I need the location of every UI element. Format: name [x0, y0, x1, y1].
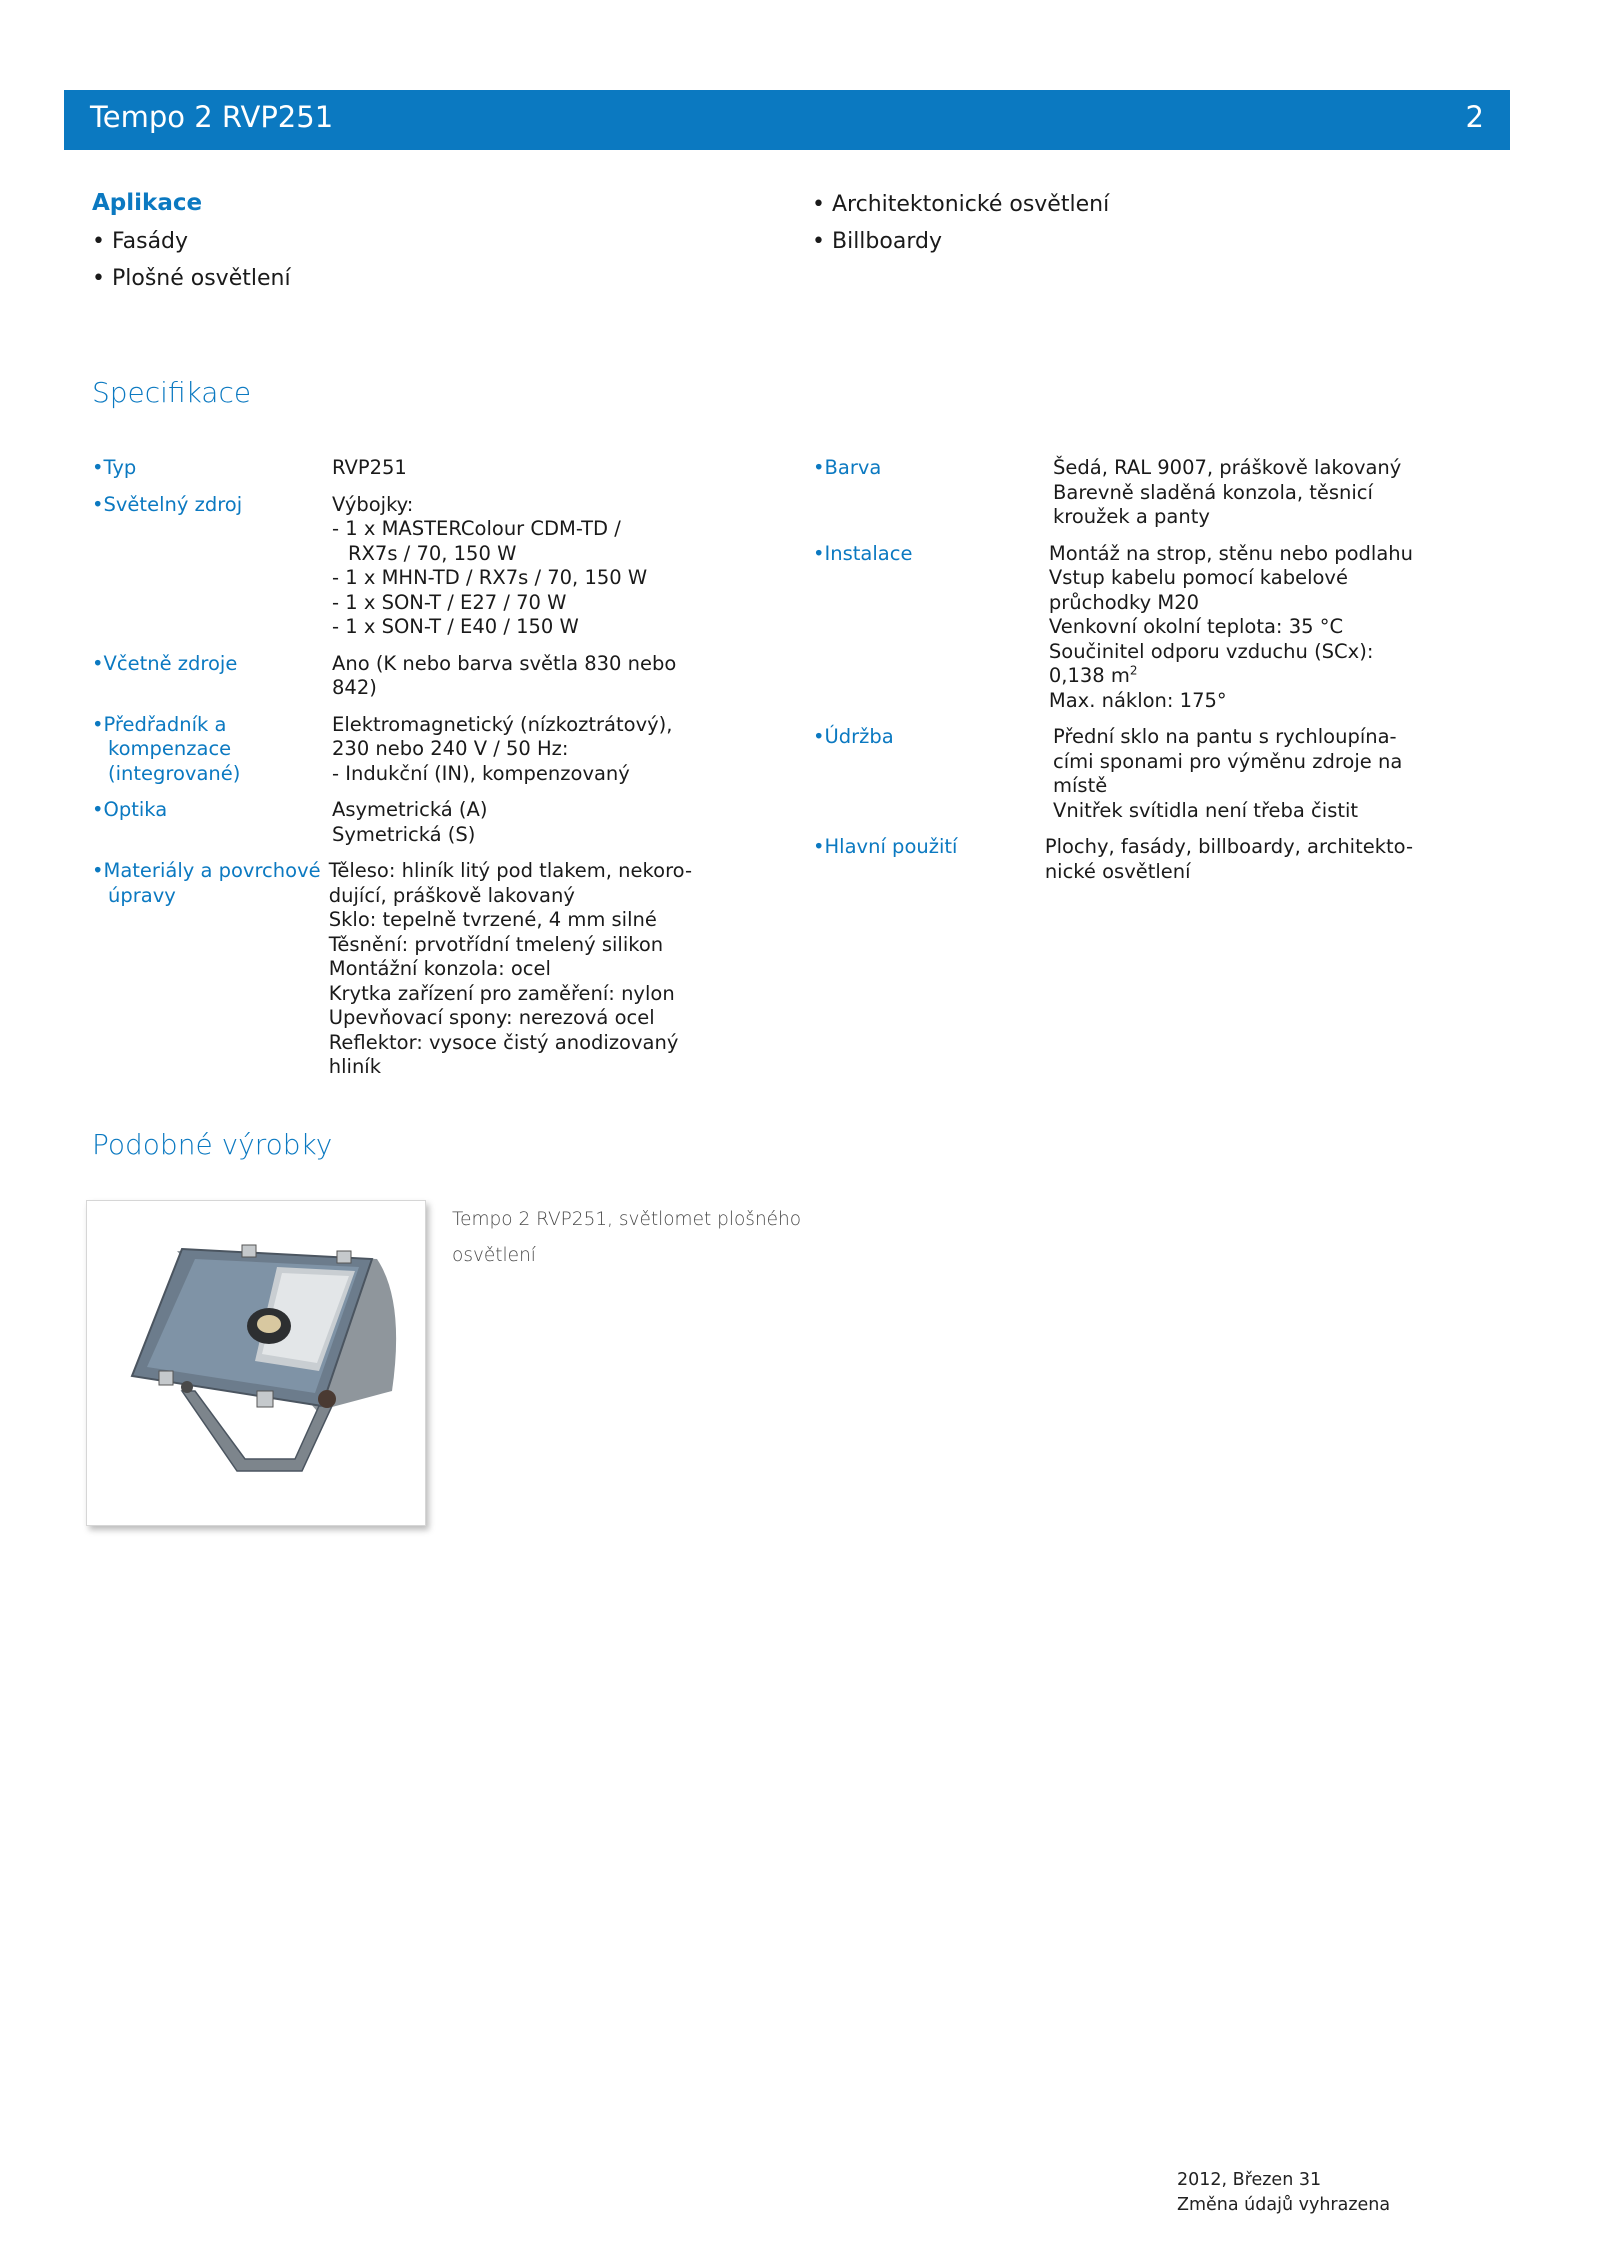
footer-date: 2012, Březen 31 [1177, 2170, 1322, 2190]
document-title: Tempo 2 RVP251 [90, 100, 334, 134]
spec-label: • Optika [92, 798, 332, 847]
spec-line [1049, 664, 1413, 689]
spec-value [1049, 542, 1413, 714]
spec-line: - 1 x SON-T / E40 / 150 W [332, 615, 579, 638]
spec-row-optics [92, 798, 692, 847]
spec-line: Montážní konzola: ocel [328, 957, 551, 980]
spec-line: Přední sklo na pantu s rychloupína- [1053, 725, 1397, 748]
list-item: • Billboardy [812, 223, 1109, 260]
spec-value [332, 798, 692, 847]
spec-value [1045, 835, 1413, 884]
spec-line: - 1 x SON-T / E27 / 70 W [332, 590, 567, 614]
spec-line: Elektromagnetický (nízkoztrátový), [332, 712, 673, 736]
spec-line: dující, práškově lakovaný [328, 883, 575, 907]
spec-label: • Barva [813, 456, 1053, 530]
spec-line: Barevně sladěná konzola, těsnicí [1053, 480, 1373, 504]
spec-line: kroužek a panty [1053, 505, 1210, 528]
spec-line: Šedá, RAL 9007, práškově lakovaný [1053, 456, 1402, 479]
spec-line: cími sponami pro výměnu zdroje na [1053, 749, 1403, 773]
scx-value: 0,138 m [1048, 664, 1130, 687]
spec-label: • Hlavní použití [813, 835, 1045, 884]
spec-line: nické osvětlení [1044, 859, 1191, 883]
spec-row-type [92, 456, 692, 481]
spec-row-lamp-included [92, 652, 692, 701]
spec-row-light-source [92, 493, 692, 640]
list-item: • Plošné osvětlení [92, 260, 291, 297]
spec-label: • Předřadník a kompenzace (integrované) [92, 713, 332, 787]
caption-line: osvětlení [452, 1245, 536, 1266]
spec-line: Reflektor: vysoce čistý anodizovaný [328, 1030, 679, 1054]
specifications-heading: Specifikace [92, 376, 252, 409]
spec-line: Těsnění: prvotřídní tmelený silikon [328, 932, 664, 956]
spec-line: 230 nebo 240 V / 50 Hz: [332, 737, 569, 760]
spec-line: Upevňovací spony: nerezová ocel [328, 1006, 655, 1029]
spec-line: - Indukční (IN), kompenzovaný [332, 761, 630, 785]
spec-line: Krytka zařízení pro zaměření: nylon [328, 981, 675, 1005]
spec-label: • Včetně zdroje [92, 652, 332, 701]
similar-products-heading: Podobné výrobky [92, 1128, 333, 1161]
spec-line: RX7s / 70, 150 W [348, 541, 517, 565]
spec-row-ballast [92, 713, 692, 787]
spec-line: Plochy, fasády, billboardy, architekto- [1044, 835, 1413, 858]
spec-line: Ano (K nebo barva světla 830 nebo [332, 651, 677, 675]
spec-line: - 1 x MHN-TD / RX7s / 70, 150 W [332, 566, 648, 589]
spec-line: Montáž na strop, stěnu nebo podlahu [1048, 541, 1413, 565]
page-header [64, 90, 1510, 150]
applications-list-right [812, 186, 1109, 260]
spec-label: • Světelný zdroj [92, 493, 332, 640]
spec-line: místě [1053, 774, 1108, 797]
specs-right-column [813, 456, 1413, 896]
spec-value [332, 456, 692, 481]
product-image [86, 1200, 426, 1526]
spec-line: Venkovní okolní teplota: 35 °C [1048, 615, 1344, 638]
spec-line: - 1 x MASTERColour CDM-TD / [332, 517, 621, 540]
page-number: 2 [1465, 100, 1484, 134]
spec-label: • Údržba [813, 725, 1053, 823]
applications-list-left [92, 223, 291, 297]
spec-line: Výbojky: [332, 492, 414, 516]
spec-line: Symetrická (S) [332, 822, 476, 846]
spec-row-materials [92, 859, 692, 1080]
list-item: • Architektonické osvětlení [812, 186, 1109, 223]
footer-note: Změna údajů vyhrazena [1177, 2195, 1391, 2215]
specs-left-column [92, 456, 692, 1092]
spec-line: Těleso: hliník litý pod tlakem, nekoro- [328, 859, 692, 882]
similar-product-caption [452, 1202, 812, 1274]
spec-value [332, 493, 692, 640]
spec-label: • Materiály a povrchové úpravy [92, 859, 329, 1080]
spec-value [332, 713, 692, 787]
spec-line: Součinitel odporu vzduchu (SCx): [1048, 639, 1374, 663]
unit-superscript: 2 [1129, 663, 1138, 678]
list-item: • Fasády [92, 223, 291, 260]
spec-row-maintenance [813, 725, 1413, 823]
spec-line: hliník [328, 1055, 382, 1078]
spec-value [332, 652, 692, 701]
spec-line: Max. náklon: 175° [1048, 688, 1227, 712]
spec-value [329, 859, 692, 1080]
caption-line: Tempo 2 RVP251, světlomet plošného [452, 1209, 802, 1230]
spec-label: • Typ [92, 456, 332, 481]
spec-line: Asymetrická (A) [332, 798, 488, 821]
spec-label: • Instalace [813, 542, 1049, 714]
spec-line: průchodky M20 [1048, 590, 1200, 614]
page-footer [1177, 2168, 1390, 2218]
spec-line: RVP251 [332, 456, 407, 479]
spec-line: 842) [332, 676, 377, 699]
spec-line: Vstup kabelu pomocí kabelové [1048, 566, 1348, 589]
spec-row-color [813, 456, 1413, 530]
spec-line: Sklo: tepelně tvrzené, 4 mm silné [328, 908, 657, 931]
spec-row-main-use [813, 835, 1413, 884]
applications-heading: Aplikace [92, 190, 203, 216]
spec-value [1053, 725, 1413, 823]
spec-line: Vnitřek svítidla není třeba čistit [1053, 798, 1359, 822]
spec-value [1053, 456, 1413, 530]
spec-row-installation [813, 542, 1413, 714]
floodlight-illustration [87, 1201, 425, 1525]
